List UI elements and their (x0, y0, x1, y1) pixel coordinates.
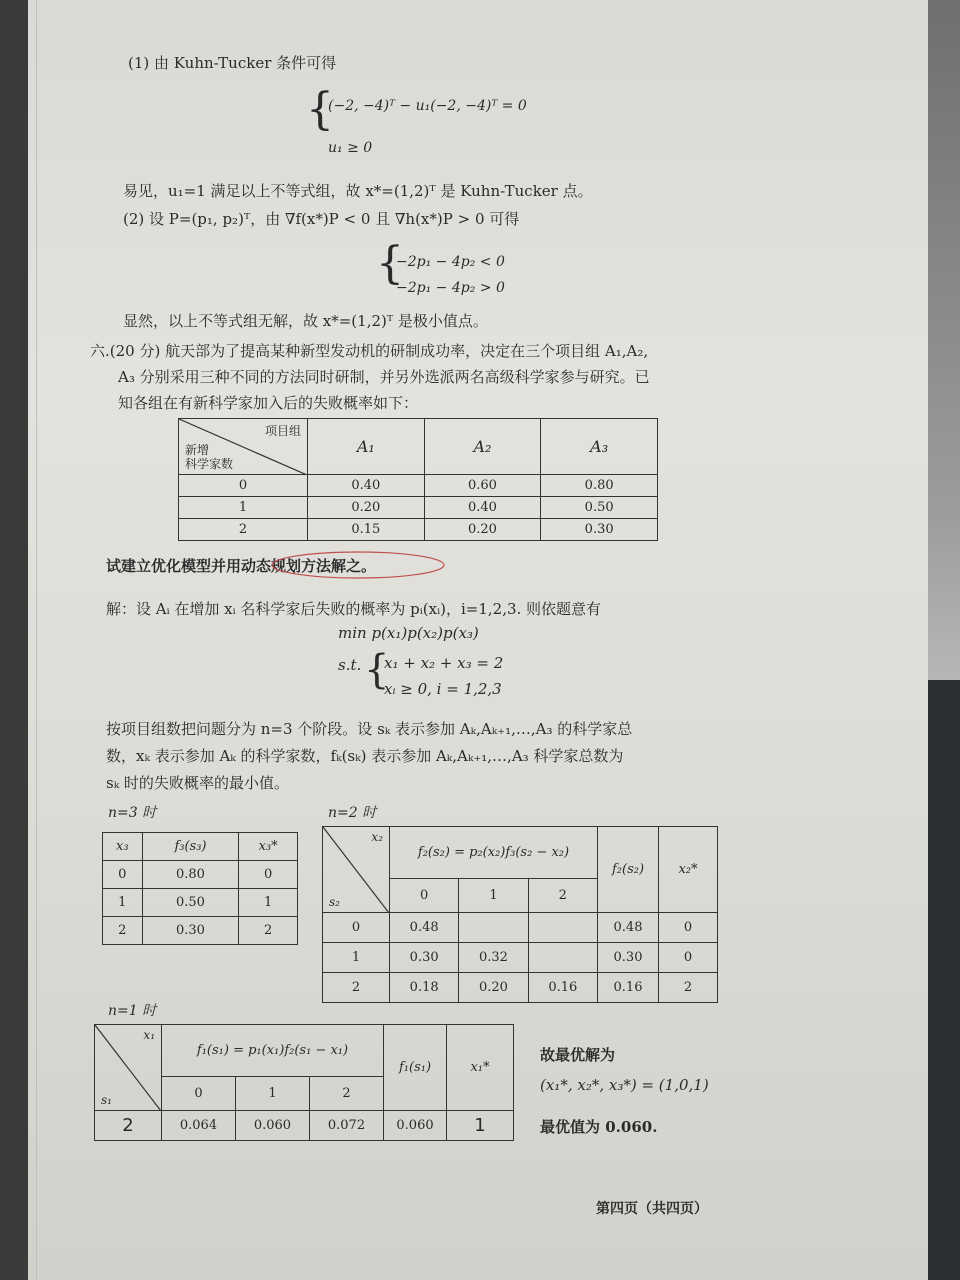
table-row (103, 861, 298, 889)
part1-label: (1) 由 Kuhn-Tucker 条件可得 (128, 54, 337, 72)
stage2-sub-1: 1 (459, 879, 528, 913)
cell: 1 (323, 943, 390, 973)
brace-3: { (364, 647, 390, 693)
stage2-x-header: x₂* (659, 827, 718, 913)
cell: 0.30 (142, 917, 239, 945)
cell: 0.50 (142, 889, 239, 917)
cell: 1 (103, 889, 143, 917)
cell: 2 (239, 917, 298, 945)
table-row (95, 1111, 514, 1141)
cell: 0.48 (598, 913, 659, 943)
cell: 0 (323, 913, 390, 943)
stage1-x-header: x₁* (447, 1025, 514, 1111)
cell: 0.18 (390, 973, 459, 1003)
row-count: 2 (179, 519, 308, 541)
page-edge (36, 0, 37, 1280)
stage2-formula: f₂(s₂) = p₂(x₂)f₃(s₂ − x₂) (390, 827, 598, 879)
cell: 0.20 (459, 973, 528, 1003)
stage2-table (322, 826, 718, 1003)
solution-st-label: s.t. (338, 656, 362, 674)
row-count: 0 (179, 475, 308, 497)
part2-label: (2) 设 P=(p₁, p₂)ᵀ，由 ∇f(x*)P < 0 且 ∇h(x*)P > 0 可得 (123, 210, 520, 228)
table-row (323, 973, 718, 1003)
cell: 0.30 (390, 943, 459, 973)
stage2-corner-top: x₂ (371, 830, 383, 844)
stage3-header-f3: f₃(s₃) (142, 833, 239, 861)
cell: 0.30 (541, 519, 658, 541)
part1-eq-row2: u₁ ≥ 0 (328, 140, 373, 156)
problem6-line3: 知各组在有新科学家加入后的失败概率如下： (118, 394, 419, 412)
stage1-table (94, 1024, 514, 1141)
page-footer: 第四页（共四页） (596, 1201, 708, 1217)
cell: 0 (659, 913, 718, 943)
result-line2: (x₁*, x₂*, x₃*) = (1,0,1) (540, 1076, 709, 1094)
result-line1: 故最优解为 (540, 1046, 616, 1064)
cell: 0.40 (308, 475, 425, 497)
corner-bottom-line2: 科学家数 (185, 457, 234, 471)
stage3-table (102, 832, 298, 945)
part1-note: 易见，u₁=1 满足以上不等式组，故 x*=(1,2)ᵀ 是 Kuhn-Tucker 点。 (123, 182, 593, 200)
cell: 0.16 (598, 973, 659, 1003)
stage1-sub-1: 1 (235, 1077, 309, 1111)
part2-ineq1: −2p₁ − 4p₂ < 0 (396, 254, 505, 270)
stage1-corner-top: x₁ (143, 1028, 155, 1042)
cell: 0.064 (162, 1111, 236, 1141)
cell-handwritten: 1 (447, 1111, 514, 1141)
stage1-corner-cell (95, 1025, 162, 1111)
cell: 0.50 (541, 497, 658, 519)
cell: 0 (103, 861, 143, 889)
corner-top-label: 项目组 (264, 424, 301, 438)
cell: 0.80 (142, 861, 239, 889)
cell: 0.072 (309, 1111, 383, 1141)
solution-para-line3: sₖ 时的失败概率的最小值。 (106, 774, 289, 792)
row-count: 1 (179, 497, 308, 519)
cell: 2 (323, 973, 390, 1003)
stage2-f-header: f₂(s₂) (598, 827, 659, 913)
stage2-sub-0: 0 (390, 879, 459, 913)
cell (459, 913, 528, 943)
table-row (179, 475, 658, 497)
cell: 0.15 (308, 519, 425, 541)
cell: 0.16 (528, 973, 597, 1003)
pen-circle-mark (268, 548, 448, 582)
solution-objective: min p(x₁)p(x₂)p(x₃) (338, 624, 479, 642)
table-row (103, 889, 298, 917)
cell: 0.60 (424, 475, 541, 497)
stage2-corner-bottom: s₂ (329, 895, 340, 909)
cell: 0 (239, 861, 298, 889)
stage1-formula: f₁(s₁) = p₁(x₁)f₂(s₁ − x₁) (162, 1025, 384, 1077)
failure-probability-table (178, 418, 658, 541)
cell: 0.32 (459, 943, 528, 973)
solution-intro: 解：设 Aᵢ 在增加 xᵢ 名科学家后失败的概率为 pᵢ(xᵢ)，i=1,2,3. 则依题意有 (106, 600, 602, 618)
stage2-label: n=2 时 (328, 805, 377, 821)
part2-note: 显然，以上不等式组无解，故 x*=(1,2)ᵀ 是极小值点。 (123, 312, 488, 330)
solution-constraint1: x₁ + x₂ + x₃ = 2 (384, 654, 504, 672)
cell (528, 943, 597, 973)
table-row (323, 913, 718, 943)
problem6-line1: 六.(20 分) 航天部为了提高某种新型发动机的研制成功率，决定在三个项目组 A₁,A₂, (90, 342, 649, 360)
cell: 0 (659, 943, 718, 973)
cell: 0.060 (235, 1111, 309, 1141)
header-a1: A₁ (308, 419, 425, 475)
table-row (179, 519, 658, 541)
table-row (179, 497, 658, 519)
cell-handwritten: 2 (95, 1111, 162, 1141)
stage1-label: n=1 时 (108, 1003, 157, 1019)
corner-bottom-label (185, 443, 233, 471)
exam-page (28, 0, 928, 1280)
stage3-header-x3: x₃ (103, 833, 143, 861)
cell: 0.80 (541, 475, 658, 497)
table-row (103, 917, 298, 945)
part2-ineq2: −2p₁ − 4p₂ > 0 (396, 280, 505, 296)
cell: 2 (103, 917, 143, 945)
table-row (323, 943, 718, 973)
problem6-task: 试建立优化模型并用动态规划方法解之。 (106, 557, 377, 575)
stage3-header-x3star: x₃* (239, 833, 298, 861)
stage1-f-header: f₁(s₁) (384, 1025, 447, 1111)
table-corner-cell (179, 419, 308, 475)
cell: 0.40 (424, 497, 541, 519)
cell: 0.20 (308, 497, 425, 519)
cell: 1 (239, 889, 298, 917)
stage1-sub-0: 0 (162, 1077, 236, 1111)
header-a2: A₂ (424, 419, 541, 475)
cell: 0.20 (424, 519, 541, 541)
stage1-corner-bottom: s₁ (101, 1093, 112, 1107)
brace-2: { (376, 238, 404, 289)
stage3-label: n=3 时 (108, 805, 157, 821)
cell (528, 913, 597, 943)
stage2-sub-2: 2 (528, 879, 597, 913)
cell: 2 (659, 973, 718, 1003)
part1-eq-row1: (−2, −4)ᵀ − u₁(−2, −4)ᵀ = 0 (328, 98, 527, 114)
corner-bottom-line1: 新增 (185, 443, 210, 457)
brace-1: { (306, 84, 334, 135)
result-line3: 最优值为 0.060. (540, 1118, 658, 1136)
cell: 0.48 (390, 913, 459, 943)
solution-para-line2: 数，xₖ 表示参加 Aₖ 的科学家数，fₖ(sₖ) 表示参加 Aₖ,Aₖ₊₁,…,A₃ 科学家总数为 (106, 747, 624, 765)
stage1-sub-2: 2 (309, 1077, 383, 1111)
cell: 0.060 (384, 1111, 447, 1141)
cell: 0.30 (598, 943, 659, 973)
solution-para-line1: 按项目组数把问题分为 n=3 个阶段。设 sₖ 表示参加 Aₖ,Aₖ₊₁,…,A₃ 的科学家总 (106, 720, 633, 738)
problem6-line2: A₃ 分别采用三种不同的方法同时研制，并另外选派两名高级科学家参与研究。已 (118, 368, 650, 386)
stage2-corner-cell (323, 827, 390, 913)
header-a3: A₃ (541, 419, 658, 475)
solution-constraint2: xᵢ ≥ 0, i = 1,2,3 (384, 680, 502, 698)
